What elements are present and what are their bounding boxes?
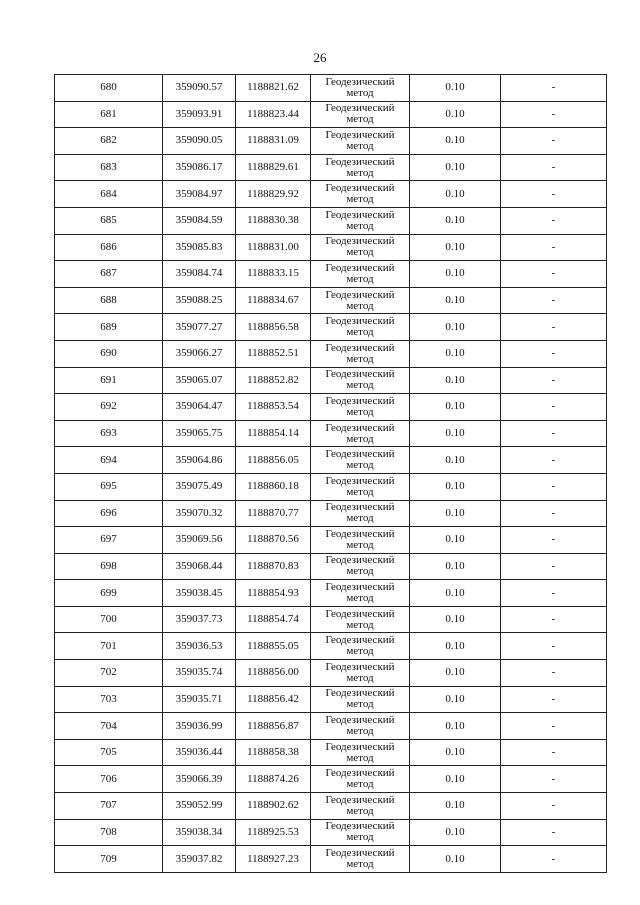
coordinate-x-cell: 359066.27 <box>163 340 236 367</box>
accuracy-cell: 0.10 <box>410 660 501 687</box>
method-word: метод <box>346 618 374 631</box>
coordinate-x-cell: 359035.74 <box>163 660 236 687</box>
coordinate-x-cell: 359035.71 <box>163 686 236 713</box>
coordinate-x-cell: 359037.82 <box>163 846 236 873</box>
method-name: Геодезический <box>325 714 395 727</box>
method-name: Геодезический <box>325 474 395 487</box>
point-number-cell: 699 <box>55 580 163 607</box>
extra-cell: - <box>501 340 607 367</box>
method-name: Геодезический <box>325 394 395 407</box>
table-row <box>55 314 607 341</box>
coordinate-y-cell: 1188858.38 <box>236 739 311 766</box>
coordinates-table <box>54 74 607 873</box>
table-row <box>55 606 607 633</box>
method-cell <box>311 154 410 181</box>
method-word: метод <box>346 778 374 791</box>
method-word: метод <box>346 352 374 365</box>
point-number-cell: 682 <box>55 128 163 155</box>
method-cell <box>311 394 410 421</box>
accuracy-cell: 0.10 <box>410 846 501 873</box>
method-name: Геодезический <box>325 634 395 647</box>
method-word: метод <box>346 113 374 126</box>
method-cell <box>311 766 410 793</box>
table-row <box>55 287 607 314</box>
method-cell <box>311 101 410 128</box>
extra-cell: - <box>501 819 607 846</box>
point-number-cell: 709 <box>55 846 163 873</box>
accuracy-cell: 0.10 <box>410 394 501 421</box>
accuracy-cell: 0.10 <box>410 686 501 713</box>
point-number-cell: 700 <box>55 606 163 633</box>
coordinate-x-cell: 359084.59 <box>163 207 236 234</box>
method-name: Геодезический <box>325 288 395 301</box>
extra-cell: - <box>501 101 607 128</box>
coordinate-y-cell: 1188834.67 <box>236 287 311 314</box>
coordinate-y-cell: 1188852.82 <box>236 367 311 394</box>
accuracy-cell: 0.10 <box>410 75 501 102</box>
method-word: метод <box>346 139 374 152</box>
table-row <box>55 75 607 102</box>
method-cell <box>311 181 410 208</box>
accuracy-cell: 0.10 <box>410 128 501 155</box>
extra-cell: - <box>501 580 607 607</box>
accuracy-cell: 0.10 <box>410 606 501 633</box>
method-name: Геодезический <box>325 448 395 461</box>
extra-cell: - <box>501 793 607 820</box>
accuracy-cell: 0.10 <box>410 527 501 554</box>
point-number-cell: 684 <box>55 181 163 208</box>
method-name: Геодезический <box>325 235 395 248</box>
method-cell <box>311 314 410 341</box>
method-cell <box>311 128 410 155</box>
coordinate-y-cell: 1188831.00 <box>236 234 311 261</box>
table-row <box>55 181 607 208</box>
coordinate-y-cell: 1188854.14 <box>236 420 311 447</box>
method-cell <box>311 686 410 713</box>
method-word: метод <box>346 831 374 844</box>
method-name: Геодезический <box>325 687 395 700</box>
method-name: Геодезический <box>325 368 395 381</box>
coordinate-y-cell: 1188870.56 <box>236 527 311 554</box>
coordinate-x-cell: 359038.34 <box>163 819 236 846</box>
method-word: метод <box>346 459 374 472</box>
method-word: метод <box>346 751 374 764</box>
method-word: метод <box>346 645 374 658</box>
accuracy-cell: 0.10 <box>410 473 501 500</box>
extra-cell: - <box>501 527 607 554</box>
table-row <box>55 500 607 527</box>
table-row <box>55 527 607 554</box>
method-word: метод <box>346 326 374 339</box>
method-name: Геодезический <box>325 793 395 806</box>
table-row <box>55 819 607 846</box>
accuracy-cell: 0.10 <box>410 367 501 394</box>
point-number-cell: 708 <box>55 819 163 846</box>
method-word: метод <box>346 193 374 206</box>
page-number: 26 <box>313 50 327 65</box>
coordinate-y-cell: 1188829.92 <box>236 181 311 208</box>
method-cell <box>311 261 410 288</box>
method-cell <box>311 207 410 234</box>
method-word: метод <box>346 166 374 179</box>
extra-cell: - <box>501 367 607 394</box>
accuracy-cell: 0.10 <box>410 181 501 208</box>
coordinate-x-cell: 359084.74 <box>163 261 236 288</box>
method-cell <box>311 447 410 474</box>
extra-cell: - <box>501 739 607 766</box>
coordinate-y-cell: 1188855.05 <box>236 633 311 660</box>
coordinate-y-cell: 1188852.51 <box>236 340 311 367</box>
point-number-cell: 704 <box>55 713 163 740</box>
coordinate-x-cell: 359084.97 <box>163 181 236 208</box>
extra-cell: - <box>501 500 607 527</box>
method-word: метод <box>346 246 374 259</box>
extra-cell: - <box>501 154 607 181</box>
coordinate-y-cell: 1188902.62 <box>236 793 311 820</box>
method-word: метод <box>346 804 374 817</box>
extra-cell: - <box>501 606 607 633</box>
coordinate-y-cell: 1188856.42 <box>236 686 311 713</box>
method-word: метод <box>346 565 374 578</box>
method-name: Геодезический <box>325 767 395 780</box>
method-word: метод <box>346 725 374 738</box>
point-number-cell: 685 <box>55 207 163 234</box>
method-cell <box>311 660 410 687</box>
coordinates-table-body <box>55 75 607 873</box>
method-name: Геодезический <box>325 660 395 673</box>
point-number-cell: 702 <box>55 660 163 687</box>
coordinate-x-cell: 359086.17 <box>163 154 236 181</box>
method-name: Геодезический <box>325 421 395 434</box>
method-cell <box>311 846 410 873</box>
extra-cell: - <box>501 553 607 580</box>
extra-cell: - <box>501 234 607 261</box>
table-row <box>55 553 607 580</box>
table-row <box>55 686 607 713</box>
coordinate-y-cell: 1188854.74 <box>236 606 311 633</box>
method-word: метод <box>346 86 374 99</box>
table-row <box>55 128 607 155</box>
method-name: Геодезический <box>325 315 395 328</box>
point-number-cell: 694 <box>55 447 163 474</box>
method-word: метод <box>346 299 374 312</box>
method-word: метод <box>346 432 374 445</box>
extra-cell: - <box>501 75 607 102</box>
coordinate-y-cell: 1188821.62 <box>236 75 311 102</box>
extra-cell: - <box>501 314 607 341</box>
coordinate-x-cell: 359085.83 <box>163 234 236 261</box>
method-cell <box>311 793 410 820</box>
point-number-cell: 695 <box>55 473 163 500</box>
coordinate-x-cell: 359065.07 <box>163 367 236 394</box>
coordinate-x-cell: 359064.86 <box>163 447 236 474</box>
method-word: метод <box>346 538 374 551</box>
point-number-cell: 701 <box>55 633 163 660</box>
method-cell <box>311 553 410 580</box>
accuracy-cell: 0.10 <box>410 340 501 367</box>
method-name: Геодезический <box>325 261 395 274</box>
method-cell <box>311 367 410 394</box>
method-name: Геодезический <box>325 128 395 141</box>
accuracy-cell: 0.10 <box>410 447 501 474</box>
coordinate-x-cell: 359093.91 <box>163 101 236 128</box>
accuracy-cell: 0.10 <box>410 819 501 846</box>
coordinate-x-cell: 359077.27 <box>163 314 236 341</box>
accuracy-cell: 0.10 <box>410 793 501 820</box>
point-number-cell: 687 <box>55 261 163 288</box>
point-number-cell: 692 <box>55 394 163 421</box>
coordinate-x-cell: 359069.56 <box>163 527 236 554</box>
accuracy-cell: 0.10 <box>410 500 501 527</box>
extra-cell: - <box>501 633 607 660</box>
extra-cell: - <box>501 473 607 500</box>
coordinate-x-cell: 359036.99 <box>163 713 236 740</box>
accuracy-cell: 0.10 <box>410 713 501 740</box>
coordinate-y-cell: 1188829.61 <box>236 154 311 181</box>
accuracy-cell: 0.10 <box>410 314 501 341</box>
coordinate-x-cell: 359066.39 <box>163 766 236 793</box>
coordinate-y-cell: 1188860.18 <box>236 473 311 500</box>
coordinate-y-cell: 1188853.54 <box>236 394 311 421</box>
coordinate-x-cell: 359065.75 <box>163 420 236 447</box>
accuracy-cell: 0.10 <box>410 766 501 793</box>
point-number-cell: 690 <box>55 340 163 367</box>
coordinate-y-cell: 1188823.44 <box>236 101 311 128</box>
method-name: Геодезический <box>325 527 395 540</box>
extra-cell: - <box>501 287 607 314</box>
coordinate-y-cell: 1188925.53 <box>236 819 311 846</box>
method-word: метод <box>346 671 374 684</box>
coordinate-x-cell: 359070.32 <box>163 500 236 527</box>
method-word: метод <box>346 512 374 525</box>
table-row <box>55 633 607 660</box>
coordinate-y-cell: 1188856.87 <box>236 713 311 740</box>
extra-cell: - <box>501 713 607 740</box>
accuracy-cell: 0.10 <box>410 420 501 447</box>
coordinate-y-cell: 1188870.77 <box>236 500 311 527</box>
coordinate-y-cell: 1188856.05 <box>236 447 311 474</box>
method-word: метод <box>346 485 374 498</box>
coordinate-x-cell: 359036.53 <box>163 633 236 660</box>
coordinate-x-cell: 359064.47 <box>163 394 236 421</box>
table-row <box>55 420 607 447</box>
method-word: метод <box>346 858 374 871</box>
coordinate-x-cell: 359038.45 <box>163 580 236 607</box>
coordinate-y-cell: 1188870.83 <box>236 553 311 580</box>
table-row <box>55 101 607 128</box>
accuracy-cell: 0.10 <box>410 739 501 766</box>
point-number-cell: 691 <box>55 367 163 394</box>
coordinate-y-cell: 1188874.26 <box>236 766 311 793</box>
extra-cell: - <box>501 207 607 234</box>
point-number-cell: 697 <box>55 527 163 554</box>
extra-cell: - <box>501 447 607 474</box>
table-row <box>55 739 607 766</box>
coordinate-x-cell: 359052.99 <box>163 793 236 820</box>
method-cell <box>311 473 410 500</box>
method-name: Геодезический <box>325 155 395 168</box>
method-cell <box>311 500 410 527</box>
method-cell <box>311 527 410 554</box>
accuracy-cell: 0.10 <box>410 234 501 261</box>
point-number-cell: 693 <box>55 420 163 447</box>
method-cell <box>311 606 410 633</box>
point-number-cell: 686 <box>55 234 163 261</box>
method-cell <box>311 819 410 846</box>
accuracy-cell: 0.10 <box>410 101 501 128</box>
point-number-cell: 680 <box>55 75 163 102</box>
table-row <box>55 367 607 394</box>
table-row <box>55 234 607 261</box>
point-number-cell: 703 <box>55 686 163 713</box>
method-name: Геодезический <box>325 581 395 594</box>
coordinate-x-cell: 359088.25 <box>163 287 236 314</box>
coordinate-x-cell: 359068.44 <box>163 553 236 580</box>
method-cell <box>311 420 410 447</box>
method-word: метод <box>346 405 374 418</box>
coordinate-x-cell: 359090.57 <box>163 75 236 102</box>
point-number-cell: 683 <box>55 154 163 181</box>
extra-cell: - <box>501 766 607 793</box>
accuracy-cell: 0.10 <box>410 633 501 660</box>
method-name: Геодезический <box>325 820 395 833</box>
point-number-cell: 689 <box>55 314 163 341</box>
table-row <box>55 793 607 820</box>
method-cell <box>311 287 410 314</box>
coordinate-y-cell: 1188830.38 <box>236 207 311 234</box>
point-number-cell: 706 <box>55 766 163 793</box>
method-word: метод <box>346 592 374 605</box>
accuracy-cell: 0.10 <box>410 580 501 607</box>
table-row <box>55 473 607 500</box>
table-row <box>55 660 607 687</box>
method-name: Геодезический <box>325 208 395 221</box>
coordinate-y-cell: 1188831.09 <box>236 128 311 155</box>
table-row <box>55 580 607 607</box>
coordinate-y-cell: 1188927.23 <box>236 846 311 873</box>
method-cell <box>311 340 410 367</box>
method-word: метод <box>346 379 374 392</box>
table-row <box>55 766 607 793</box>
method-word: метод <box>346 219 374 232</box>
point-number-cell: 707 <box>55 793 163 820</box>
accuracy-cell: 0.10 <box>410 154 501 181</box>
method-name: Геодезический <box>325 75 395 88</box>
point-number-cell: 696 <box>55 500 163 527</box>
point-number-cell: 698 <box>55 553 163 580</box>
point-number-cell: 681 <box>55 101 163 128</box>
method-name: Геодезический <box>325 740 395 753</box>
extra-cell: - <box>501 261 607 288</box>
accuracy-cell: 0.10 <box>410 553 501 580</box>
table-row <box>55 713 607 740</box>
accuracy-cell: 0.10 <box>410 207 501 234</box>
coordinate-y-cell: 1188856.00 <box>236 660 311 687</box>
coordinate-y-cell: 1188854.93 <box>236 580 311 607</box>
method-cell <box>311 234 410 261</box>
extra-cell: - <box>501 394 607 421</box>
method-cell <box>311 580 410 607</box>
method-name: Геодезический <box>325 182 395 195</box>
method-cell <box>311 75 410 102</box>
table-row <box>55 340 607 367</box>
coordinate-x-cell: 359036.44 <box>163 739 236 766</box>
method-name: Геодезический <box>325 501 395 514</box>
coordinate-x-cell: 359090.05 <box>163 128 236 155</box>
accuracy-cell: 0.10 <box>410 287 501 314</box>
coordinate-y-cell: 1188856.58 <box>236 314 311 341</box>
method-name: Геодезический <box>325 607 395 620</box>
coordinate-x-cell: 359075.49 <box>163 473 236 500</box>
accuracy-cell: 0.10 <box>410 261 501 288</box>
table-row <box>55 154 607 181</box>
extra-cell: - <box>501 846 607 873</box>
table-row <box>55 447 607 474</box>
coordinate-x-cell: 359037.73 <box>163 606 236 633</box>
method-name: Геодезический <box>325 847 395 860</box>
method-name: Геодезический <box>325 341 395 354</box>
extra-cell: - <box>501 420 607 447</box>
method-cell <box>311 739 410 766</box>
table-row <box>55 846 607 873</box>
extra-cell: - <box>501 660 607 687</box>
extra-cell: - <box>501 181 607 208</box>
method-cell <box>311 633 410 660</box>
extra-cell: - <box>501 686 607 713</box>
method-word: метод <box>346 698 374 711</box>
method-name: Геодезический <box>325 102 395 115</box>
table-row <box>55 261 607 288</box>
extra-cell: - <box>501 128 607 155</box>
method-word: метод <box>346 272 374 285</box>
coordinate-y-cell: 1188833.15 <box>236 261 311 288</box>
method-cell <box>311 713 410 740</box>
point-number-cell: 688 <box>55 287 163 314</box>
point-number-cell: 705 <box>55 739 163 766</box>
method-name: Геодезический <box>325 554 395 567</box>
table-row <box>55 394 607 421</box>
table-row <box>55 207 607 234</box>
